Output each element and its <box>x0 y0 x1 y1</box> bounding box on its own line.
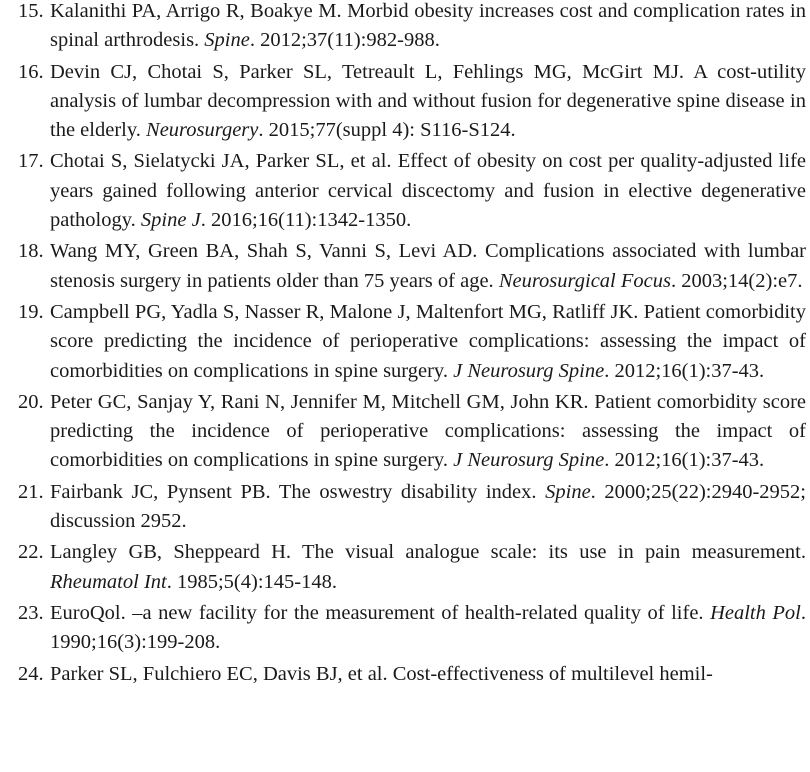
reference-citation: . 1990;16(3):199-208. <box>50 601 806 654</box>
reference-number: 17. <box>18 150 44 173</box>
reference-journal: Health Pol <box>710 601 801 624</box>
reference-text: Campbell PG, Yadla S, Nasser R, Malone J, Maltenfort MG, Ratliff JK. Patient comorbidity score predicting the incidence of perioperative complications: assessing the impact of comorbidities on complications in spine surgery. <box>50 300 806 382</box>
reference-citation: . 1985;5(4):145-148. <box>166 570 337 593</box>
reference-journal: Neurosurgery <box>146 119 259 142</box>
reference-text: EuroQol. –a new facility for the measurement of health-related quality of life. <box>50 601 711 624</box>
reference-number: 24. <box>18 662 44 685</box>
reference-number: 22. <box>18 541 44 564</box>
reference-number: 18. <box>18 240 44 263</box>
reference-citation: . 2003;14(2):e7. <box>670 269 803 292</box>
reference-text: Langley GB, Sheppeard H. The visual analogue scale: its use in pain measurement. <box>50 541 806 564</box>
reference-number: 19. <box>18 300 44 323</box>
reference-item <box>0 388 810 476</box>
reference-citation: . 2015;77(suppl 4): S116-S124. <box>258 119 516 142</box>
reference-item <box>0 147 810 235</box>
reference-item <box>0 237 810 296</box>
reference-item <box>0 58 810 146</box>
reference-text: Parker SL, Fulchiero EC, Davis BJ, et al. Cost-effectiveness of multilevel hemil- <box>50 662 713 685</box>
reference-journal: Spine J <box>140 209 201 232</box>
reference-text: Fairbank JC, Pynsent PB. The oswestry disability index. <box>50 480 546 503</box>
reference-journal: Rheumatol Int <box>50 570 167 593</box>
reference-text: Devin CJ, Chotai S, Parker SL, Tetreault L, Fehlings MG, McGirt MJ. A cost-utility analysis of lumbar decompression with and without fusion for degenerative spine disease in the elderly. <box>50 60 806 142</box>
reference-number: 15. <box>18 0 44 22</box>
reference-text: Wang MY, Green BA, Shah S, Vanni S, Levi AD. Complications associated with lumbar stenosis surgery in patients older than 75 years of age. <box>50 240 806 292</box>
reference-item <box>0 298 810 386</box>
reference-citation: . 2012;16(1):37-43. <box>604 449 765 472</box>
reference-text: Kalanithi PA, Arrigo R, Boakye M. Morbid obesity increases cost and complication rates in spinal arthrodesis. <box>50 0 806 52</box>
reference-item <box>0 660 810 689</box>
reference-journal: J Neurosurg Spine <box>453 449 605 472</box>
reference-number: 21. <box>18 480 44 503</box>
reference-journal: J Neurosurg Spine <box>453 359 605 382</box>
reference-journal: Spine <box>204 29 250 52</box>
reference-item <box>0 538 810 597</box>
reference-number: 16. <box>18 60 44 83</box>
reference-citation: . 2012;37(11):982-988. <box>249 29 440 52</box>
reference-text: Peter GC, Sanjay Y, Rani N, Jennifer M, Mitchell GM, John KR. Patient comorbidity score predicting the incidence of perioperative complications: assessing the impact of comorbidities on complications in spine surgery. <box>50 390 806 472</box>
reference-number: 23. <box>18 601 44 624</box>
reference-item <box>0 599 810 658</box>
reference-number: 20. <box>18 390 44 413</box>
reference-journal: Neurosurgical Focus <box>498 269 671 292</box>
reference-citation: . 2016;16(11):1342-1350. <box>200 209 412 232</box>
reference-citation: . 2000;25(22):2940-2952; discussion 2952. <box>50 480 806 533</box>
reference-item <box>0 0 810 56</box>
reference-journal: Spine <box>545 480 591 503</box>
reference-citation: . 2012;16(1):37-43. <box>604 359 765 382</box>
reference-item <box>0 478 810 537</box>
reference-text: Chotai S, Sielatycki JA, Parker SL, et al. Effect of obesity on cost per quality-adjusted life years gained following anterior cervical discectomy and fusion in elective degenerative pathology. <box>50 150 806 232</box>
